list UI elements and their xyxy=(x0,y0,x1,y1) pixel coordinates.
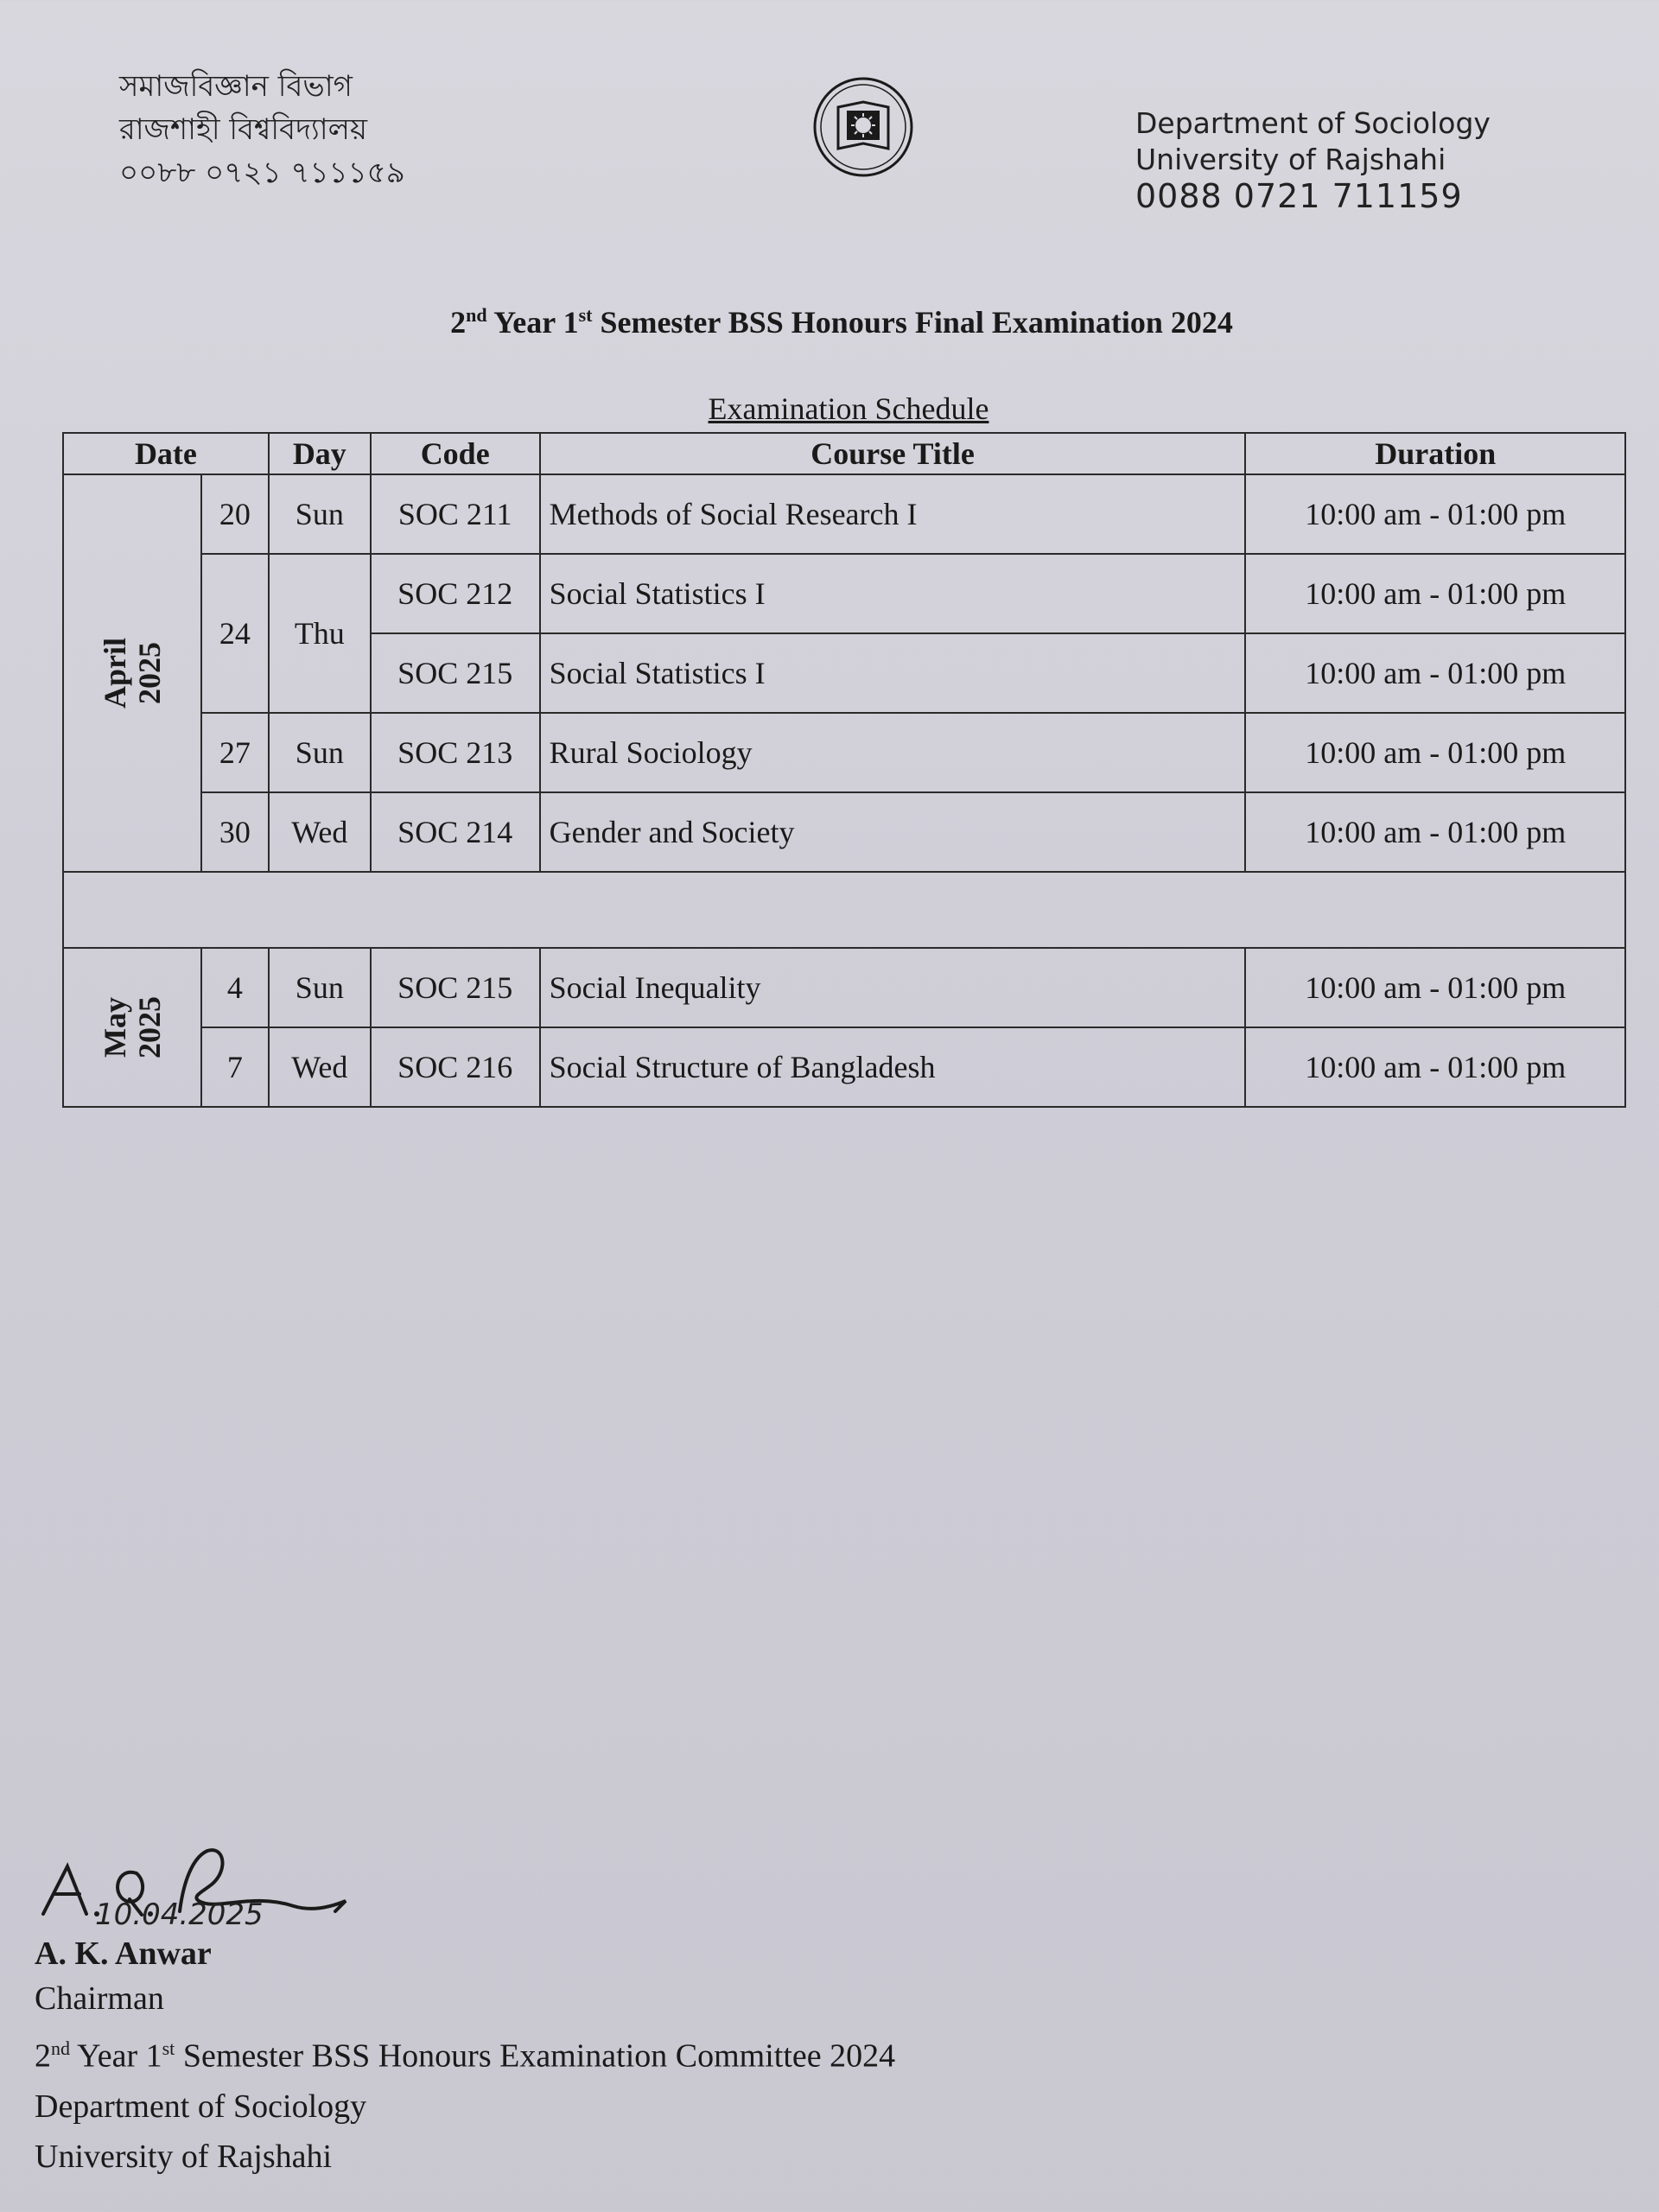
duration-cell: 10:00 am - 01:00 pm xyxy=(1245,948,1625,1027)
exam-title: 2nd Year 1st Semester BSS Honours Final Examination 2024 xyxy=(450,304,1233,340)
code-cell: SOC 216 xyxy=(371,1027,540,1107)
month-cell-april xyxy=(63,474,201,872)
month-year: 2025 xyxy=(131,995,167,1058)
signature-date: 10.04.2025 xyxy=(95,1897,264,1932)
header-en-phone: 0088 0721 711159 xyxy=(1135,177,1463,215)
course-title-cell: Rural Sociology xyxy=(540,713,1246,792)
header-course-title: Course Title xyxy=(540,433,1246,474)
code-cell: SOC 215 xyxy=(371,948,540,1027)
code-cell: SOC 211 xyxy=(371,474,540,554)
table-row xyxy=(63,474,1625,554)
signatory-university: University of Rajshahi xyxy=(35,2138,333,2175)
day-cell: Sun xyxy=(269,474,371,554)
header-code: Code xyxy=(371,433,540,474)
day-cell: Wed xyxy=(269,1027,371,1107)
signatory-department: Department of Sociology xyxy=(35,2088,367,2125)
course-title-cell: Gender and Society xyxy=(540,792,1246,872)
table-row xyxy=(63,792,1625,872)
table-row xyxy=(63,554,1625,633)
day-cell: Sun xyxy=(269,948,371,1027)
month-label: May xyxy=(97,996,132,1058)
date-cell: 24 xyxy=(201,554,269,713)
duration-cell: 10:00 am - 01:00 pm xyxy=(1245,713,1625,792)
date-cell: 4 xyxy=(201,948,269,1027)
month-label: April xyxy=(97,637,132,709)
date-cell: 30 xyxy=(201,792,269,872)
course-title-cell: Social Statistics I xyxy=(540,633,1246,713)
table-row xyxy=(63,1027,1625,1107)
month-year: 2025 xyxy=(131,641,167,704)
duration-cell: 10:00 am - 01:00 pm xyxy=(1245,474,1625,554)
table-row xyxy=(63,713,1625,792)
code-cell: SOC 214 xyxy=(371,792,540,872)
date-cell: 27 xyxy=(201,713,269,792)
table-spacer-row xyxy=(63,872,1625,948)
code-cell: SOC 212 xyxy=(371,554,540,633)
table-header-row xyxy=(63,433,1625,474)
code-cell: SOC 215 xyxy=(371,633,540,713)
header-bn-university: রাজশাহী বিশ্ববিদ্যালয় xyxy=(119,112,368,147)
duration-cell: 10:00 am - 01:00 pm xyxy=(1245,792,1625,872)
header-en-university: University of Rajshahi xyxy=(1135,143,1446,176)
signatory-role: Chairman xyxy=(35,1980,164,2017)
date-cell: 20 xyxy=(201,474,269,554)
duration-cell: 10:00 am - 01:00 pm xyxy=(1245,554,1625,633)
header-bn-phone: ০০৮৮ ০৭২১ ৭১১১৫৯ xyxy=(119,156,405,190)
header-bengali xyxy=(119,65,405,194)
header-english xyxy=(1135,105,1491,214)
spacer-cell xyxy=(63,872,1625,948)
header-en-department: Department of Sociology xyxy=(1135,106,1491,140)
header-day: Day xyxy=(269,433,371,474)
header-date: Date xyxy=(63,433,269,474)
course-title-cell: Social Inequality xyxy=(540,948,1246,1027)
month-cell-may xyxy=(63,948,201,1107)
course-title-cell: Methods of Social Research I xyxy=(540,474,1246,554)
header-duration: Duration xyxy=(1245,433,1625,474)
signatory-committee: 2nd Year 1st Semester BSS Honours Examination Committee 2024 xyxy=(35,2037,896,2075)
duration-cell: 10:00 am - 01:00 pm xyxy=(1245,633,1625,713)
course-title-cell: Social Statistics I xyxy=(540,554,1246,633)
day-cell: Wed xyxy=(269,792,371,872)
table-row xyxy=(63,948,1625,1027)
course-title-cell: Social Structure of Bangladesh xyxy=(540,1027,1246,1107)
code-cell: SOC 213 xyxy=(371,713,540,792)
signatory-block xyxy=(35,1934,895,2182)
university-seal-icon xyxy=(812,76,914,178)
date-cell: 7 xyxy=(201,1027,269,1107)
signatory-name: A. K. Anwar xyxy=(35,1936,212,1972)
day-cell: Thu xyxy=(269,554,371,713)
exam-schedule-table xyxy=(62,432,1626,1108)
schedule-title: Examination Schedule xyxy=(708,391,989,426)
day-cell: Sun xyxy=(269,713,371,792)
duration-cell: 10:00 am - 01:00 pm xyxy=(1245,1027,1625,1107)
header-bn-department: সমাজবিজ্ঞান বিভাগ xyxy=(119,69,353,104)
